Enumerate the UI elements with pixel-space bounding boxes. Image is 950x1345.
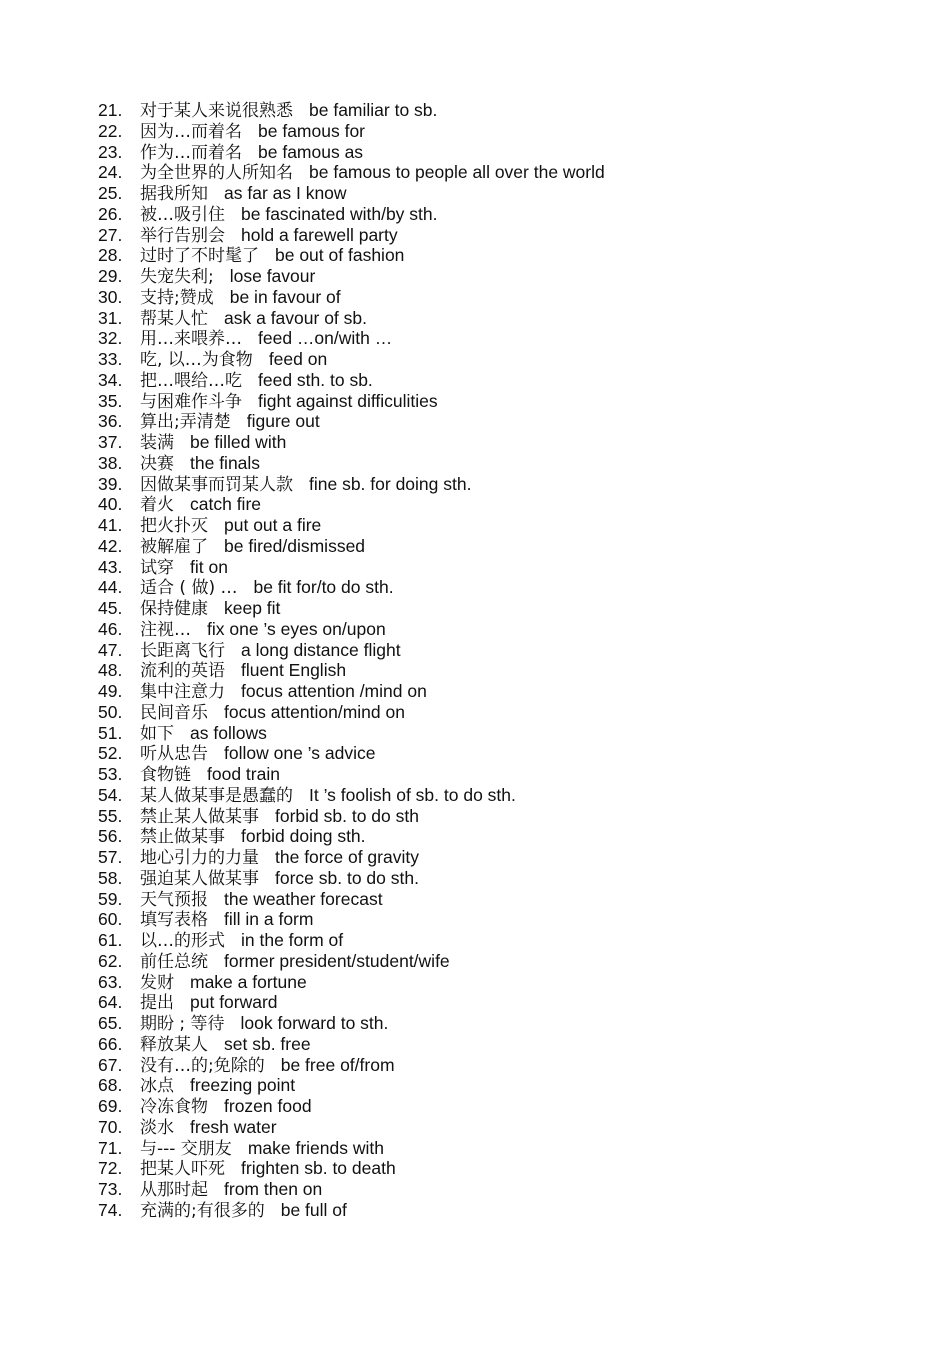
english-phrase: fit on xyxy=(190,556,228,577)
english-phrase: set sb. free xyxy=(224,1033,311,1054)
chinese-meaning: 装满 xyxy=(140,433,174,453)
english-phrase: feed sth. to sb. xyxy=(258,369,373,390)
chinese-meaning: 冷冻食物 xyxy=(140,1097,208,1117)
english-phrase: be full of xyxy=(280,1199,347,1220)
english-phrase: force sb. to do sth. xyxy=(275,867,419,888)
chinese-meaning: 过时了不时髦了 xyxy=(140,246,259,267)
item-number: 60. xyxy=(98,909,123,930)
item-number: 64. xyxy=(98,992,123,1013)
item-number: 42. xyxy=(98,535,123,556)
chinese-meaning: 以…的形式 xyxy=(140,931,225,951)
item-number: 73. xyxy=(98,1179,123,1199)
english-phrase: former president/student/wife xyxy=(224,950,450,971)
english-phrase: forbid sb. to do sth xyxy=(275,805,419,826)
english-phrase: food train xyxy=(207,764,280,784)
list-item xyxy=(98,204,918,225)
english-phrase: be fit for/to do sth. xyxy=(253,577,394,598)
item-number: 51. xyxy=(98,722,123,743)
list-item xyxy=(98,308,918,329)
chinese-meaning: 流利的英语 xyxy=(140,661,225,682)
item-number: 28. xyxy=(98,245,123,266)
english-phrase: be famous to people all over the world xyxy=(309,162,605,183)
list-item xyxy=(98,494,918,515)
list-item xyxy=(98,142,918,163)
english-phrase: feed on xyxy=(268,349,328,369)
list-item xyxy=(98,453,918,474)
english-phrase: focus attention /mind on xyxy=(241,681,427,701)
english-phrase: fine sb. for doing sth. xyxy=(309,473,472,494)
english-phrase: as far as I know xyxy=(224,183,347,203)
chinese-meaning: 对于某人来说很熟悉 xyxy=(140,101,293,121)
list-item xyxy=(98,909,918,930)
english-phrase: be out of fashion xyxy=(275,245,405,266)
english-phrase: frozen food xyxy=(224,1096,312,1116)
english-phrase: the weather forecast xyxy=(224,888,383,909)
item-number: 23. xyxy=(98,141,123,162)
item-number: 24. xyxy=(98,162,123,183)
english-phrase: lose favour xyxy=(229,266,316,286)
item-number: 56. xyxy=(98,826,123,847)
item-number: 59. xyxy=(98,888,123,909)
list-item xyxy=(98,1200,918,1221)
chinese-meaning: 把火扑灭 xyxy=(140,516,208,536)
english-phrase: put out a fire xyxy=(224,515,322,535)
chinese-meaning: 前任总统 xyxy=(140,951,208,972)
chinese-meaning: 某人做某事是愚蠢的 xyxy=(140,785,293,806)
english-phrase: make a fortune xyxy=(190,971,307,992)
item-number: 58. xyxy=(98,867,123,888)
list-item xyxy=(98,764,918,785)
item-number: 49. xyxy=(98,681,123,701)
english-phrase: freezing point xyxy=(190,1075,296,1096)
chinese-meaning: 从那时起 xyxy=(140,1180,208,1200)
item-number: 74. xyxy=(98,1199,123,1220)
chinese-meaning: 把…喂给…吃 xyxy=(140,370,242,391)
item-number: 30. xyxy=(98,286,123,307)
english-phrase: ask a favour of sb. xyxy=(224,307,367,328)
item-number: 40. xyxy=(98,494,123,515)
chinese-meaning: 着火 xyxy=(140,495,174,516)
list-item xyxy=(98,370,918,391)
english-phrase: in the form of xyxy=(241,930,344,950)
english-phrase: fresh water xyxy=(190,1116,277,1137)
item-number: 54. xyxy=(98,784,123,805)
chinese-meaning: 因做某事而罚某人款 xyxy=(140,474,293,495)
item-number: 62. xyxy=(98,950,123,971)
english-phrase: a long distance flight xyxy=(241,639,401,660)
list-item xyxy=(98,1055,918,1076)
item-number: 69. xyxy=(98,1096,123,1116)
chinese-meaning: 淡水 xyxy=(140,1117,174,1138)
list-item xyxy=(98,806,918,827)
item-number: 37. xyxy=(98,432,123,452)
item-number: 57. xyxy=(98,847,123,867)
list-item xyxy=(98,1075,918,1096)
english-phrase: hold a farewell party xyxy=(241,224,398,245)
item-number: 66. xyxy=(98,1033,123,1054)
chinese-meaning: 用…来喂养… xyxy=(140,329,242,350)
english-phrase: the force of gravity xyxy=(275,847,419,867)
item-number: 70. xyxy=(98,1116,123,1137)
list-item xyxy=(98,598,918,619)
item-number: 41. xyxy=(98,515,123,535)
chinese-meaning: 把某人吓死 xyxy=(140,1159,225,1180)
chinese-meaning: 决赛 xyxy=(140,453,174,474)
list-item xyxy=(98,536,918,557)
item-number: 35. xyxy=(98,390,123,411)
list-item xyxy=(98,245,918,266)
chinese-meaning: 被解雇了 xyxy=(140,536,208,557)
list-item xyxy=(98,743,918,764)
english-phrase: from then on xyxy=(224,1179,323,1199)
english-phrase: be fired/dismissed xyxy=(224,535,366,556)
list-item xyxy=(98,266,918,287)
item-number: 29. xyxy=(98,266,123,286)
phrase-list xyxy=(98,100,918,1221)
list-item xyxy=(98,557,918,578)
list-item xyxy=(98,121,918,142)
list-item xyxy=(98,349,918,370)
chinese-meaning: 举行告别会 xyxy=(140,225,225,246)
list-item xyxy=(98,225,918,246)
english-phrase: be fascinated with/by sth. xyxy=(241,203,438,224)
item-number: 33. xyxy=(98,349,123,369)
english-phrase: be in favour of xyxy=(229,286,341,307)
chinese-meaning: 食物链 xyxy=(140,765,191,785)
list-item xyxy=(98,162,918,183)
item-number: 50. xyxy=(98,701,123,722)
english-phrase: keep fit xyxy=(224,598,281,618)
item-number: 61. xyxy=(98,930,123,950)
chinese-meaning: 听从忠告 xyxy=(140,744,208,765)
chinese-meaning: 被…吸引住 xyxy=(140,204,225,225)
list-item xyxy=(98,951,918,972)
english-phrase: fluent English xyxy=(241,660,347,681)
list-item xyxy=(98,1096,918,1117)
english-phrase: It ’s foolish of sb. to do sth. xyxy=(309,784,516,805)
item-number: 21. xyxy=(98,100,123,120)
item-number: 71. xyxy=(98,1137,123,1158)
item-number: 27. xyxy=(98,224,123,245)
list-item xyxy=(98,972,918,993)
item-number: 67. xyxy=(98,1054,123,1075)
item-number: 72. xyxy=(98,1158,123,1179)
chinese-meaning: 帮某人忙 xyxy=(140,308,208,329)
item-number: 36. xyxy=(98,411,123,432)
item-number: 45. xyxy=(98,598,123,618)
english-phrase: follow one ’s advice xyxy=(224,743,376,764)
item-number: 38. xyxy=(98,452,123,473)
item-number: 26. xyxy=(98,203,123,224)
list-item xyxy=(98,930,918,951)
chinese-meaning: 作为…而着名 xyxy=(140,142,242,163)
english-phrase: make friends with xyxy=(247,1137,384,1158)
item-number: 48. xyxy=(98,660,123,681)
english-phrase: look forward to sth. xyxy=(240,1013,389,1033)
chinese-meaning: 地心引力的力量 xyxy=(140,848,259,868)
list-item xyxy=(98,474,918,495)
item-number: 46. xyxy=(98,618,123,639)
chinese-meaning: 强迫某人做某事 xyxy=(140,868,259,889)
chinese-meaning: 发财 xyxy=(140,972,174,993)
english-phrase: catch fire xyxy=(190,494,261,515)
list-item xyxy=(98,826,918,847)
list-item xyxy=(98,577,918,598)
chinese-meaning: 填写表格 xyxy=(140,910,208,931)
list-item xyxy=(98,100,918,121)
chinese-meaning: 充满的;有很多的 xyxy=(140,1200,265,1221)
chinese-meaning: 失宠失利; xyxy=(140,267,214,287)
item-number: 63. xyxy=(98,971,123,992)
list-item xyxy=(98,1158,918,1179)
item-number: 32. xyxy=(98,328,123,349)
chinese-meaning: 释放某人 xyxy=(140,1034,208,1055)
english-phrase: feed …on/with … xyxy=(258,328,393,349)
english-phrase: fix one ’s eyes on/upon xyxy=(207,618,386,639)
list-item xyxy=(98,681,918,702)
chinese-meaning: 如下 xyxy=(140,723,174,744)
list-item xyxy=(98,1138,918,1159)
list-item xyxy=(98,723,918,744)
item-number: 47. xyxy=(98,639,123,660)
chinese-meaning: 注视… xyxy=(140,619,191,640)
chinese-meaning: 提出 xyxy=(140,993,174,1014)
list-item xyxy=(98,1179,918,1200)
list-item xyxy=(98,785,918,806)
english-phrase: frighten sb. to death xyxy=(241,1158,396,1179)
item-number: 65. xyxy=(98,1013,123,1033)
list-item xyxy=(98,1013,918,1034)
item-number: 44. xyxy=(98,577,123,598)
item-number: 52. xyxy=(98,743,123,764)
item-number: 53. xyxy=(98,764,123,784)
chinese-meaning: 与--- 交朋友 xyxy=(140,1138,232,1159)
chinese-meaning: 没有…的;免除的 xyxy=(140,1055,265,1076)
english-phrase: be filled with xyxy=(190,432,287,452)
item-number: 31. xyxy=(98,307,123,328)
list-item xyxy=(98,660,918,681)
list-item xyxy=(98,287,918,308)
english-phrase: focus attention/mind on xyxy=(224,701,405,722)
english-phrase: figure out xyxy=(246,411,320,432)
chinese-meaning: 与困难作斗争 xyxy=(140,391,242,412)
list-item xyxy=(98,992,918,1013)
chinese-meaning: 保持健康 xyxy=(140,599,208,619)
chinese-meaning: 期盼 ; 等待 xyxy=(140,1014,225,1034)
item-number: 34. xyxy=(98,369,123,390)
list-item xyxy=(98,183,918,204)
chinese-meaning: 冰点 xyxy=(140,1076,174,1097)
english-phrase: the finals xyxy=(190,452,261,473)
list-item xyxy=(98,328,918,349)
list-item xyxy=(98,432,918,453)
english-phrase: fight against difficulities xyxy=(258,390,438,411)
list-item xyxy=(98,391,918,412)
english-phrase: be famous as xyxy=(258,141,364,162)
chinese-meaning: 天气预报 xyxy=(140,889,208,910)
item-number: 68. xyxy=(98,1075,123,1096)
list-item xyxy=(98,868,918,889)
chinese-meaning: 支持;赞成 xyxy=(140,287,214,308)
item-number: 55. xyxy=(98,805,123,826)
item-number: 25. xyxy=(98,183,123,203)
chinese-meaning: 因为…而着名 xyxy=(140,121,242,142)
chinese-meaning: 适合 ( 做) … xyxy=(140,578,238,599)
list-item xyxy=(98,619,918,640)
english-phrase: forbid doing sth. xyxy=(241,826,366,847)
list-item xyxy=(98,411,918,432)
list-item xyxy=(98,1034,918,1055)
list-item xyxy=(98,847,918,868)
english-phrase: fill in a form xyxy=(224,909,314,930)
english-phrase: be familiar to sb. xyxy=(309,100,438,120)
english-phrase: put forward xyxy=(190,992,278,1013)
item-number: 43. xyxy=(98,556,123,577)
chinese-meaning: 算出;弄清楚 xyxy=(140,412,231,433)
chinese-meaning: 吃, 以…为食物 xyxy=(140,350,253,370)
list-item xyxy=(98,1117,918,1138)
english-phrase: as follows xyxy=(190,722,267,743)
chinese-meaning: 禁止做某事 xyxy=(140,827,225,848)
english-phrase: be famous for xyxy=(258,120,365,141)
chinese-meaning: 集中注意力 xyxy=(140,682,225,702)
chinese-meaning: 据我所知 xyxy=(140,184,208,204)
chinese-meaning: 禁止某人做某事 xyxy=(140,806,259,827)
item-number: 22. xyxy=(98,120,123,141)
chinese-meaning: 为全世界的人所知名 xyxy=(140,163,293,184)
chinese-meaning: 民间音乐 xyxy=(140,702,208,723)
list-item xyxy=(98,702,918,723)
list-item xyxy=(98,515,918,536)
chinese-meaning: 长距离飞行 xyxy=(140,640,225,661)
list-item xyxy=(98,889,918,910)
english-phrase: be free of/from xyxy=(280,1054,395,1075)
item-number: 39. xyxy=(98,473,123,494)
chinese-meaning: 试穿 xyxy=(140,557,174,578)
list-item xyxy=(98,640,918,661)
